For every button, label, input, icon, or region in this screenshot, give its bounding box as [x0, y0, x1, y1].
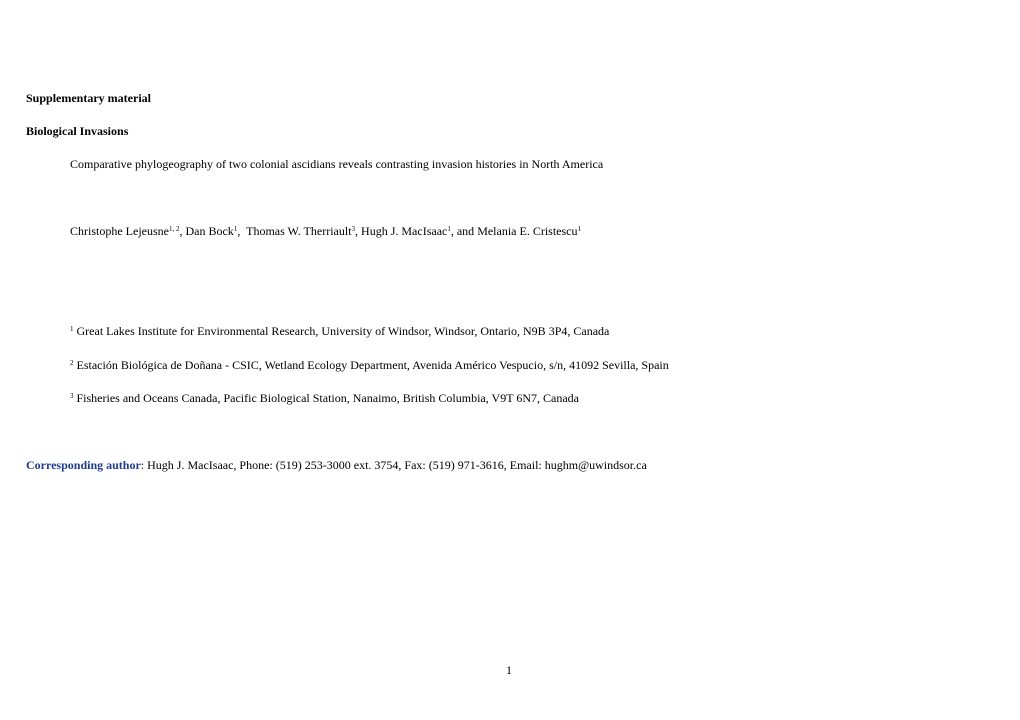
journal-name: Biological Invasions [26, 124, 129, 138]
author-affiliation-sup: 1 [447, 225, 451, 233]
author-name: Melania E. Cristescu [477, 224, 578, 238]
affiliation-1 [70, 324, 609, 338]
author-separator: , [237, 224, 247, 238]
author-separator: , and [450, 224, 478, 238]
author-name: Christophe Lejeusne [70, 224, 169, 238]
affiliation-number: 2 [70, 359, 74, 367]
affiliation-text: Great Lakes Institute for Environmental Research, University of Windsor, Windsor, Ontario, N9B 3P4, Canada [76, 324, 610, 338]
page-number: 1 [506, 663, 512, 677]
author-affiliation-sup: 1 [233, 225, 238, 233]
paper-title: Comparative phylogeography of two colonial ascidians reveals contrasting invasion histories in North America [70, 157, 604, 171]
affiliation-number: 1 [70, 325, 74, 333]
supplementary-heading: Supplementary material [26, 91, 151, 105]
corresponding-author [26, 458, 647, 472]
author-affiliation-sup: 3 [351, 225, 356, 233]
corresponding-author-details: : Hugh J. MacIsaac, Phone: (519) 253-3000 ext. 3754, Fax: (519) 971-3616, Email: hughm@uwindsor.ca [140, 458, 647, 472]
corresponding-author-label: Corresponding author [26, 458, 141, 472]
author-name: Thomas W. Therriault [246, 224, 352, 238]
author-name: Hugh J. MacIsaac [361, 224, 448, 238]
affiliation-text: Fisheries and Oceans Canada, Pacific Biological Station, Nanaimo, British Columbia, V9T 6N7, Canada [76, 391, 579, 405]
author-separator: , [179, 224, 186, 238]
affiliation-number: 3 [70, 392, 74, 400]
affiliation-text: Estación Biológica de Doñana - CSIC, Wetland Ecology Department, Avenida Américo Vespucio, s/n, 41092 Sevilla, Spain [76, 358, 669, 372]
affiliation-3 [70, 391, 579, 405]
affiliation-2 [70, 358, 669, 372]
author-affiliation-sup: 1, 2 [168, 225, 180, 233]
author-separator: , [355, 224, 362, 238]
author-list [70, 224, 581, 238]
author-affiliation-sup: 1 [577, 225, 581, 233]
author-name: Dan Bock [185, 224, 234, 238]
